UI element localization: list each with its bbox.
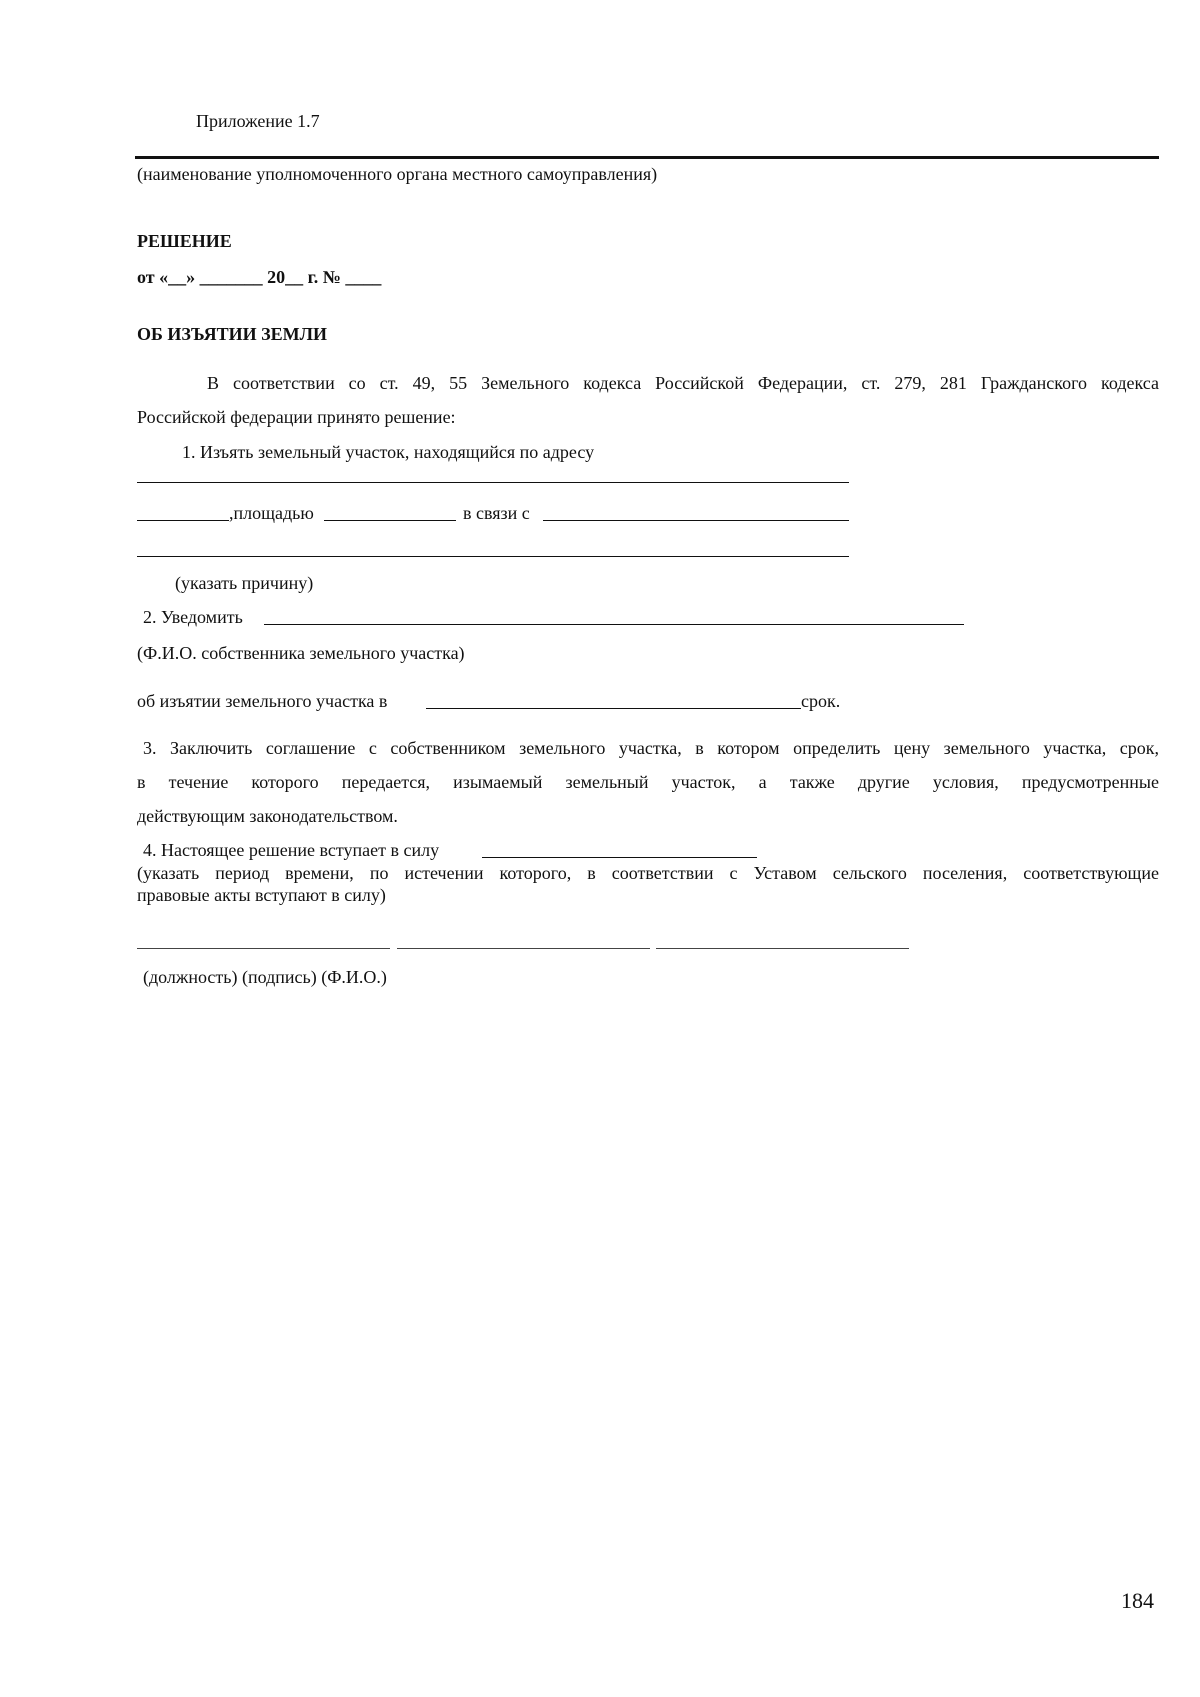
item-1-text: 1. Изъять земельный участок, находящийся по адресу bbox=[182, 442, 595, 462]
term-blank[interactable] bbox=[426, 708, 801, 709]
item-2-notify-label: 2. Уведомить bbox=[143, 607, 243, 627]
decision-title: РЕШЕНИЕ bbox=[137, 231, 232, 251]
owner-caption: (Ф.И.О. собственника земельного участка) bbox=[137, 643, 465, 663]
address-blank-line[interactable] bbox=[137, 482, 849, 483]
reason-label: в связи с bbox=[463, 503, 530, 523]
item-3-line-3: действующим законодательством. bbox=[137, 806, 398, 826]
position-signature-line[interactable] bbox=[137, 948, 390, 949]
authority-caption: (наименование уполномоченного органа местного самоуправления) bbox=[137, 164, 658, 184]
term-suffix: срок. bbox=[801, 691, 841, 711]
term-prefix: об изъятии земельного участка в bbox=[137, 691, 388, 711]
item-4-text: 4. Настоящее решение вступает в силу bbox=[143, 840, 440, 860]
signature-caption: (должность) (подпись) (Ф.И.О.) bbox=[143, 967, 387, 987]
item-3-line-2: в течение которого передается, изымаемый земельный участок, а также другие условия, предусмотренные bbox=[137, 772, 1159, 792]
reason-blank-line-2[interactable] bbox=[137, 556, 849, 557]
decision-date-line: от «__» _______ 20__ г. № ____ bbox=[137, 267, 382, 287]
area-label: ,площадью bbox=[229, 503, 314, 523]
item-3-line-1: 3. Заключить соглашение с собственником земельного участка, в котором определить цену земельного участка, срок, bbox=[143, 738, 1159, 758]
item-4-caption-line-1: (указать период времени, по истечении которого, в соответствии с Уставом сельского поселения, соответствующие bbox=[137, 863, 1159, 883]
address-continuation-blank[interactable] bbox=[137, 520, 229, 521]
preamble-line-1: В соответствии со ст. 49, 55 Земельного кодекса Российской Федерации, ст. 279, 281 Гражданского кодекса bbox=[207, 373, 1159, 393]
reason-blank[interactable] bbox=[543, 520, 849, 521]
owner-name-blank[interactable] bbox=[264, 624, 964, 625]
full-name-signature-line[interactable] bbox=[656, 948, 909, 949]
appendix-label: Приложение 1.7 bbox=[196, 111, 320, 131]
area-blank[interactable] bbox=[324, 520, 456, 521]
page-number: 184 bbox=[1121, 1588, 1154, 1613]
authority-name-rule bbox=[135, 156, 1159, 159]
effective-date-blank[interactable] bbox=[482, 857, 757, 858]
item-4-caption-line-2: правовые акты вступают в силу) bbox=[137, 885, 386, 905]
signature-line[interactable] bbox=[397, 948, 650, 949]
preamble-line-2: Российской федерации принято решение: bbox=[137, 407, 456, 427]
reason-caption: (указать причину) bbox=[175, 573, 314, 593]
decision-subject: ОБ ИЗЪЯТИИ ЗЕМЛИ bbox=[137, 324, 328, 344]
